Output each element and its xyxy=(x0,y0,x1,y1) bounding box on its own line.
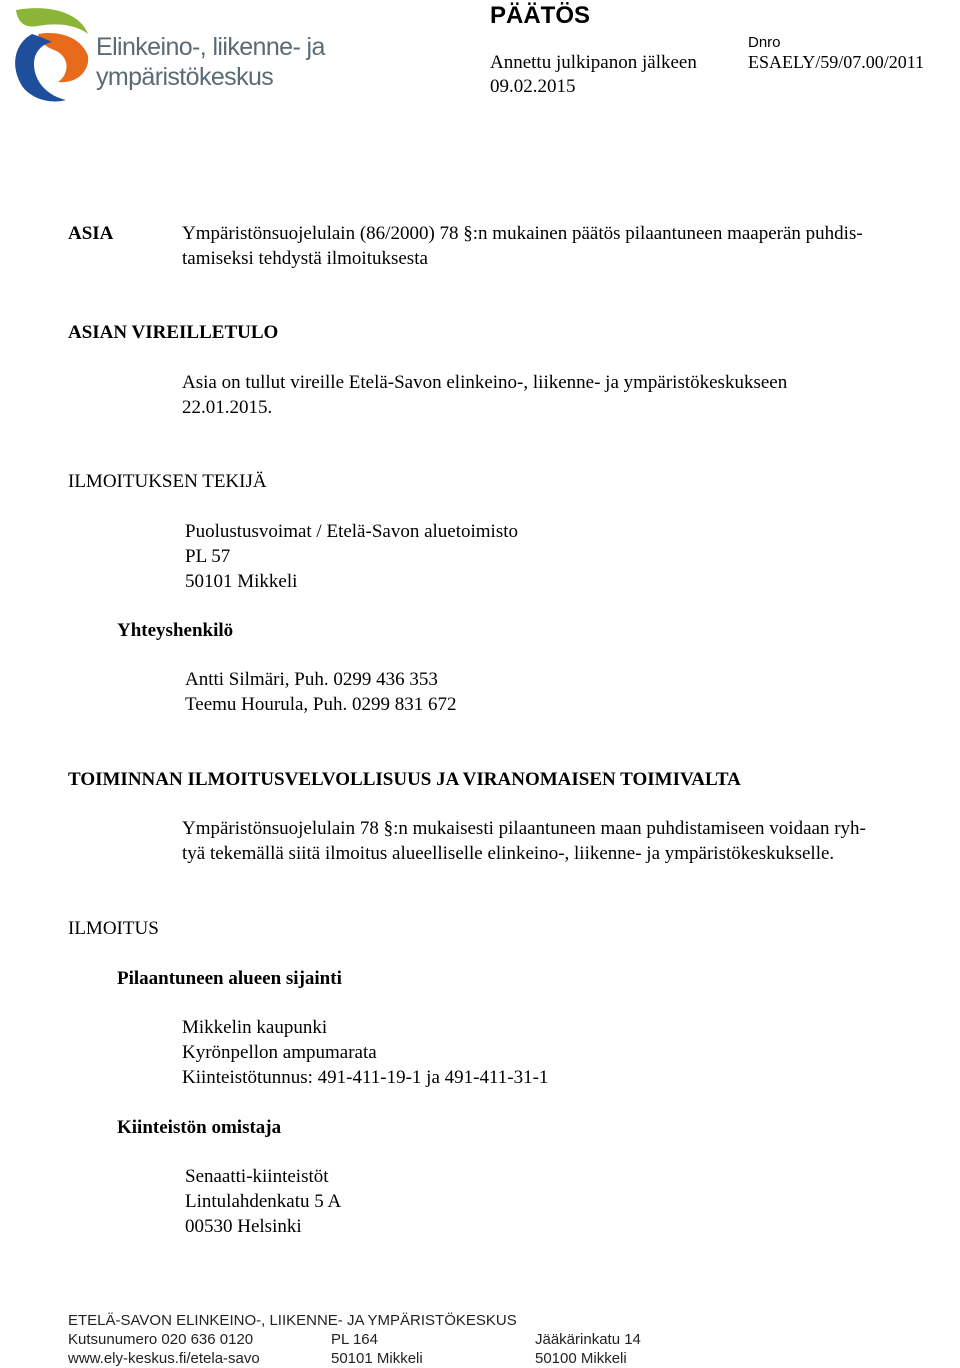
logo-green-shape xyxy=(16,8,88,34)
address-line: 50101 Mikkeli xyxy=(185,571,298,592)
location-list xyxy=(182,1015,548,1090)
owner-line: Lintulahdenkatu 5 A xyxy=(185,1191,342,1212)
asia-heading: ASIA xyxy=(68,223,114,244)
location-line: Mikkelin kaupunki xyxy=(182,1017,328,1038)
toimivalta-line1: Ympäristönsuojelulain 78 §:n mukaisesti pilaantuneen maan puhdistamiseen voidaan ryh- xyxy=(182,818,866,839)
vireilletulo-text xyxy=(182,370,787,420)
asia-text xyxy=(182,221,863,271)
footer-phone: Kutsunumero 020 636 0120 xyxy=(68,1331,254,1348)
contact-line: Antti Silmäri, Puh. 0299 436 353 xyxy=(185,669,438,690)
footer-col3 xyxy=(535,1330,641,1368)
owner-heading: Kiinteistön omistaja xyxy=(117,1117,282,1138)
footer-website-link[interactable]: www.ely-keskus.fi/etela-savo xyxy=(68,1350,260,1367)
toimivalta-line2: tyä tekemällä siitä ilmoitus alueelliselle elinkeino-, liikenne- ja ympäristökeskukselle. xyxy=(182,843,835,864)
tekija-address xyxy=(185,519,518,594)
asia-line1: Ympäristönsuojelulain (86/2000) 78 §:n mukainen päätös pilaantuneen maaperän puhdis- xyxy=(182,223,863,244)
vireilletulo-heading: ASIAN VIREILLETULO xyxy=(68,322,279,343)
document-type: PÄÄTÖS xyxy=(490,2,591,29)
contact-line: Teemu Hourula, Puh. 0299 831 672 xyxy=(185,694,457,715)
dnro-label: Dnro xyxy=(748,34,781,51)
footer-org: ETELÄ-SAVON ELINKEINO-, LIIKENNE- JA YMPÄRISTÖKESKUS xyxy=(68,1312,517,1329)
location-line: Kyrönpellon ampumarata xyxy=(182,1042,377,1063)
ely-logo xyxy=(8,4,98,104)
contact-list xyxy=(185,667,457,717)
address-line: Puolustusvoimat / Etelä-Savon aluetoimisto xyxy=(185,521,519,542)
footer-col1 xyxy=(68,1330,260,1368)
dnro-value: ESAELY/59/07.00/2011 xyxy=(748,52,925,72)
owner-line: Senaatti-kiinteistöt xyxy=(185,1166,329,1187)
footer-col2 xyxy=(331,1330,423,1368)
logo-text-line2: ympäristökeskus xyxy=(96,63,274,91)
vireilletulo-line2: 22.01.2015. xyxy=(182,397,273,418)
footer-postbox: PL 164 xyxy=(331,1331,378,1348)
asia-line2: tamiseksi tehdystä ilmoituksesta xyxy=(182,248,428,269)
address-line: PL 57 xyxy=(185,546,231,567)
vireilletulo-line1: Asia on tullut vireille Etelä-Savon elinkeino-, liikenne- ja ympäristökeskukseen xyxy=(182,372,788,393)
owner-list xyxy=(185,1164,341,1239)
logo-text-line1: Elinkeino-, liikenne- ja xyxy=(96,33,325,61)
footer-postcode: 50101 Mikkeli xyxy=(331,1350,423,1367)
contact-heading: Yhteyshenkilö xyxy=(117,620,234,641)
footer-street: Jääkärinkatu 14 xyxy=(535,1331,641,1348)
toimivalta-text xyxy=(182,816,866,866)
footer-city: 50100 Mikkeli xyxy=(535,1350,627,1367)
issued-note: Annettu julkipanon jälkeen xyxy=(490,52,697,73)
location-line: Kiinteistötunnus: 491-411-19-1 ja 491-411-31-1 xyxy=(182,1067,549,1088)
issued-date: 09.02.2015 xyxy=(490,76,576,97)
logo-text xyxy=(96,32,325,92)
toimivalta-heading: TOIMINNAN ILMOITUSVELVOLLISUUS JA VIRANOMAISEN TOIMIVALTA xyxy=(68,769,741,790)
location-heading: Pilaantuneen alueen sijainti xyxy=(117,968,342,989)
owner-line: 00530 Helsinki xyxy=(185,1216,302,1237)
ilmoitus-heading: ILMOITUS xyxy=(68,918,159,939)
tekija-heading: ILMOITUKSEN TEKIJÄ xyxy=(68,471,267,492)
